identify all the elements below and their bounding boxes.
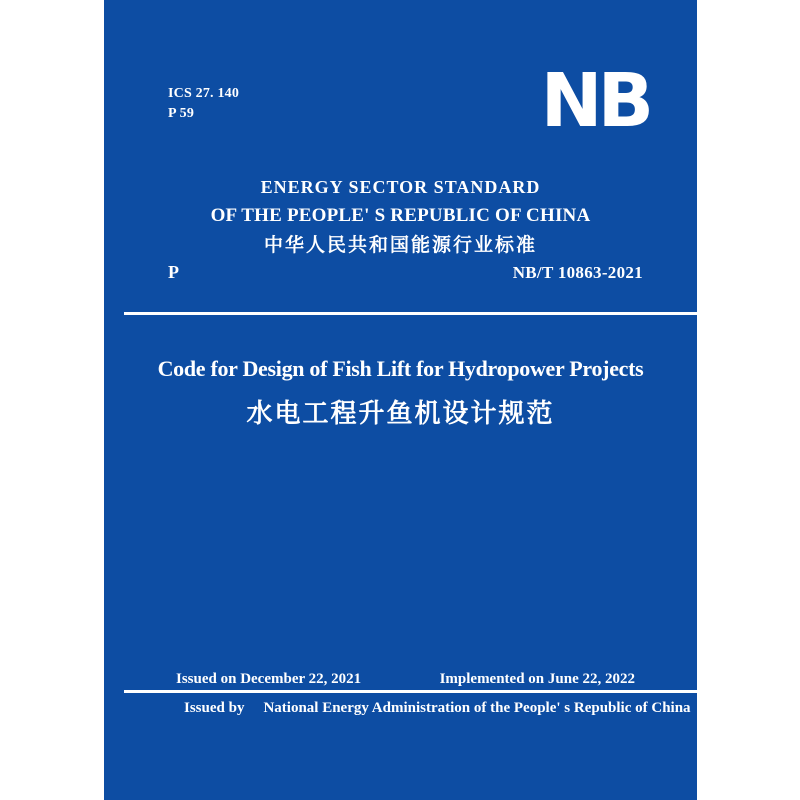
issuer-name: National Energy Administration of the People' s Republic of China	[263, 700, 691, 716]
implemented-date: Implemented on June 22, 2022	[439, 671, 635, 687]
standard-number-row	[168, 262, 643, 283]
title-english: Code for Design of Fish Lift for Hydropower Projects	[157, 356, 644, 381]
issued-by-label: Issued by	[184, 700, 245, 716]
top-rule	[124, 312, 697, 315]
header-block	[104, 178, 697, 256]
standard-type-en-line2: OF THE PEOPLE' S REPUBLIC OF CHINA	[210, 205, 591, 226]
bottom-rule	[124, 690, 697, 693]
nb-logo: NB	[540, 58, 649, 144]
ics-code: ICS 27. 140	[168, 86, 240, 101]
dates-row	[176, 671, 635, 688]
classification-code: P 59	[168, 106, 195, 121]
standard-number: NB/T 10863-2021	[512, 263, 643, 282]
title-chinese: 水电工程升鱼机设计规范	[246, 399, 555, 429]
ics-block	[168, 84, 239, 124]
title-block	[104, 356, 697, 430]
doc-class-letter: P	[168, 262, 179, 282]
standard-type-en-line1: ENERGY SECTOR STANDARD	[260, 177, 541, 197]
standard-cover	[104, 0, 697, 800]
standard-type-zh: 中华人民共和国能源行业标准	[263, 234, 537, 256]
issued-date: Issued on December 22, 2021	[176, 671, 362, 687]
issuer-row	[184, 700, 691, 717]
